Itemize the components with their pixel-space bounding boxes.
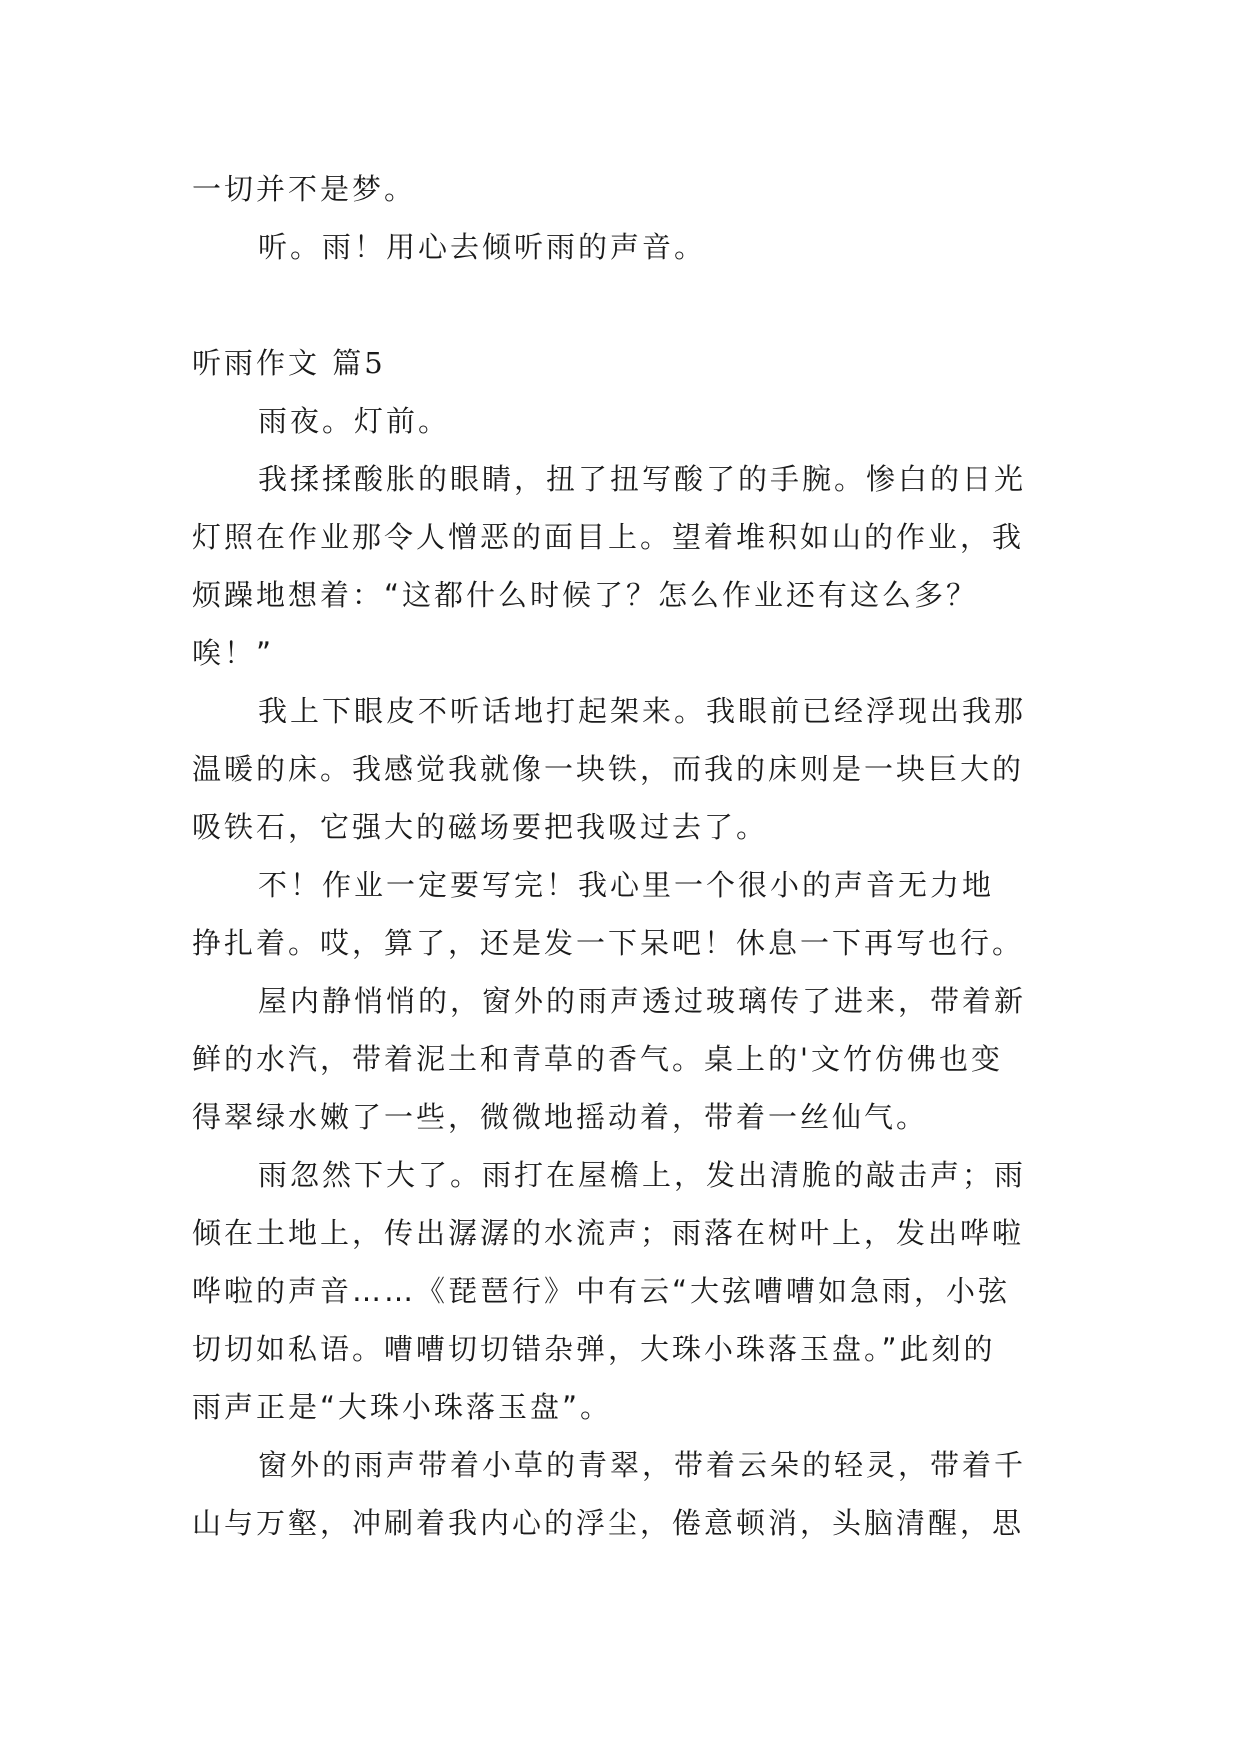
text-line: 挣扎着。哎，算了，还是发一下呆吧！休息一下再写也行。 (192, 926, 1025, 960)
text-line: 窗外的雨声带着小草的青翠，带着云朵的轻灵，带着千 (258, 1448, 1027, 1482)
text-line: 山与万壑，冲刷着我内心的浮尘，倦意顿消，头脑清醒，思 (192, 1506, 1025, 1540)
text-line: 听。雨！用心去倾听雨的声音。 (258, 230, 707, 264)
text-line: 屋内静悄悄的，窗外的雨声透过玻璃传了进来，带着新 (258, 984, 1027, 1018)
section-gap (192, 276, 1072, 334)
text-line: 吸铁石，它强大的磁场要把我吸过去了。 (192, 810, 769, 844)
section-heading: 听雨作文 篇5 (192, 346, 386, 380)
text-line: 我上下眼皮不听话地打起架来。我眼前已经浮现出我那 (258, 694, 1027, 728)
text-line: 雨夜。灯前。 (258, 404, 451, 438)
text-line: 不！作业一定要写完！我心里一个很小的声音无力地 (258, 868, 995, 902)
text-line: 唉！” (192, 636, 275, 670)
text-line: 灯照在作业那令人憎恶的面目上。望着堆积如山的作业，我 (192, 520, 1025, 554)
text-line: 一切并不是梦。 (192, 172, 417, 206)
text-line: 烦躁地想着：“这都什么时候了？怎么作业还有这么多？ (192, 578, 979, 612)
text-line: 温暖的床。我感觉我就像一块铁，而我的床则是一块巨大的 (192, 752, 1025, 786)
text-line: 雨忽然下大了。雨打在屋檐上，发出清脆的敲击声；雨 (258, 1158, 1027, 1192)
text-line: 雨声正是“大珠小珠落玉盘”。 (192, 1390, 613, 1424)
text-line: 哗啦的声音……《琵琶行》中有云“大弦嘈嘈如急雨，小弦 (192, 1274, 1011, 1308)
text-line: 切切如私语。嘈嘈切切错杂弹，大珠小珠落玉盘。”此刻的 (192, 1332, 996, 1366)
text-line: 鲜的水汽，带着泥土和青草的香气。桌上的'文竹仿佛也变 (192, 1042, 1003, 1076)
text-line: 得翠绿水嫩了一些，微微地摇动着，带着一丝仙气。 (192, 1100, 929, 1134)
essay-body (192, 160, 1072, 1552)
text-line: 倾在土地上，传出潺潺的水流声；雨落在树叶上，发出哗啦 (192, 1216, 1025, 1250)
text-line: 我揉揉酸胀的眼睛，扭了扭写酸了的手腕。惨白的日光 (258, 462, 1027, 496)
